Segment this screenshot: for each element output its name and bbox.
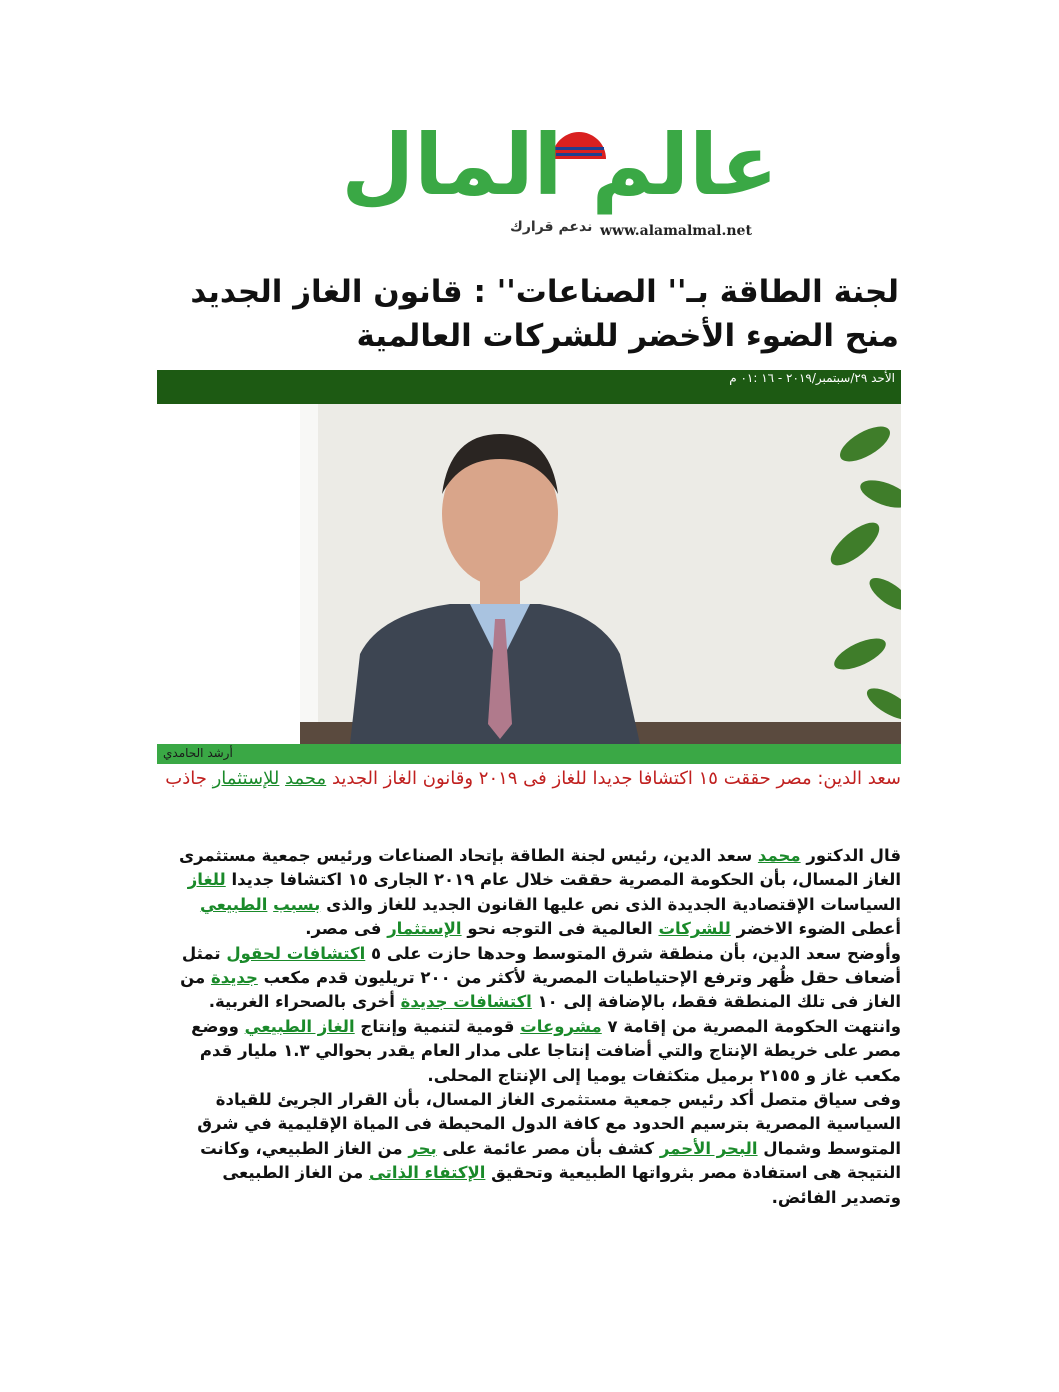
photo-credit: أرشد الحامدي (163, 746, 233, 760)
text-span: وفى سياق متصل أكد رئيس جمعية مستثمرى الغاز المسال، بأن القرار الجريئ للقيادة السياسية المصرية بترسيم الحدود مع كافة الدول المحيطة فى المياة الإقليمية في شرق المتوسط وشمال (197, 1090, 901, 1158)
text-span: أخرى بالصحراء الغربية. (208, 992, 395, 1012)
photo-margin (157, 404, 300, 744)
keyword-link[interactable]: للشركات (658, 919, 731, 939)
keyword-link[interactable]: بسبب (273, 894, 321, 914)
text-span: العالمية فى التوجه نحو (467, 919, 653, 939)
keyword-link[interactable]: مشروعات (520, 1016, 602, 1036)
article-headline: لجنة الطاقة بـ'' الصناعات'' : قانون الغاز الجديد منح الضوء الأخضر للشركات العالمية (190, 274, 899, 354)
keyword-link[interactable]: اكتشافات لحقول (226, 943, 366, 963)
text-span: من الغاز فى تلك المنطقة فقط، بالإضافة إلى ١٠ (180, 968, 901, 1012)
portrait-image (300, 404, 901, 744)
keyword-link[interactable]: البحر الأحمر (659, 1138, 758, 1158)
keyword-link[interactable]: جديدة (210, 968, 258, 988)
logo-url[interactable]: www.alamalmal.net (600, 223, 752, 239)
text-span: وأوضح سعد الدين، بأن منطقة شرق المتوسط وحدها حازت على ٥ (371, 943, 901, 963)
text-span: السياسات الإقتصادية الجديدة الذى نص عليها القانون الجديد للغاز والذى (326, 894, 901, 914)
subhead-tail: جاذب (165, 768, 207, 789)
photo-caption-bar (157, 744, 901, 764)
text-span: تمثل أضعاف حقل ظُهر وترفع الإحتياطيات المصرية لأكثر من ٢٠٠ تريليون قدم مكعب (181, 943, 901, 988)
article-body (167, 844, 901, 1210)
keyword-link[interactable]: محمد (757, 846, 801, 865)
text-span: فى مصر. (305, 919, 382, 939)
text-span: ووضع مصر على خريطة الإنتاج والتي أضافت إنتاجا على مدار العام يقدر بحوالي ١.٣ مليار قدم مكعب غاز و ٢١٥٥ برميل متكثفات يوميا إلى الإنتاج المحلى. (191, 1016, 901, 1085)
subhead-link-mohamed[interactable]: محمد (285, 768, 327, 789)
publish-date: الأحد ٢٩/سبتمبر/٢٠١٩ - ١٦ :٠١ م (729, 371, 895, 385)
text-span: قومية لتنمية وإنتاج (360, 1016, 515, 1036)
text-span: من الغاز الطبيعي، وكانت النتيجة هى استفادة مصر بثرواتها الطبيعية وتحقيق (200, 1138, 901, 1183)
text-span: وانتهت الحكومة المصرية من إقامة ٧ (607, 1016, 901, 1036)
text-span: قال الدكتور (806, 846, 901, 865)
keyword-link[interactable]: بحر (408, 1138, 437, 1158)
paragraph-3 (167, 1015, 901, 1088)
keyword-link[interactable]: اكتشافات جديدة (400, 992, 532, 1012)
keyword-link[interactable]: الإكتفاء الذاتى (368, 1163, 486, 1183)
subhead-link-investment[interactable]: للإستثمار (212, 768, 280, 789)
text-span: أعطى الضوء الاخضر (736, 919, 901, 939)
paragraph-1 (167, 844, 901, 942)
date-bar (157, 370, 901, 404)
article-photo (300, 404, 901, 744)
keyword-link[interactable]: الطبيعي (199, 894, 268, 914)
keyword-link[interactable]: للغاز (187, 870, 226, 890)
site-logo[interactable] (290, 115, 790, 250)
text-span: كشف بأن مصر عائمة على (442, 1138, 655, 1158)
article-subhead (153, 766, 901, 792)
text-span: سعد الدين، رئيس لجنة الطاقة بإتحاد الصناعات ورئيس جمعية مستثمرى الغاز المسال، بأن الحكومة المصرية حققت خلال عام ٢٠١٩ الجارى ١٥ اكتشافا جديدا (179, 846, 901, 890)
keyword-link[interactable]: الإستثمار (387, 919, 462, 939)
paragraph-2 (167, 942, 901, 1015)
text-span: من الغاز الطبيعى وتصدير الفائض. (222, 1163, 901, 1207)
logo-slogan: ندعم قرارك (510, 219, 593, 235)
subhead-text: سعد الدين: مصر حققت ١٥ اكتشافا جديدا للغاز فى ٢٠١٩ وقانون الغاز الجديد (331, 768, 901, 789)
keyword-link[interactable]: الغاز الطبيعي (244, 1016, 355, 1036)
paragraph-4 (167, 1088, 901, 1210)
logo-name: عالم المال (341, 116, 778, 214)
